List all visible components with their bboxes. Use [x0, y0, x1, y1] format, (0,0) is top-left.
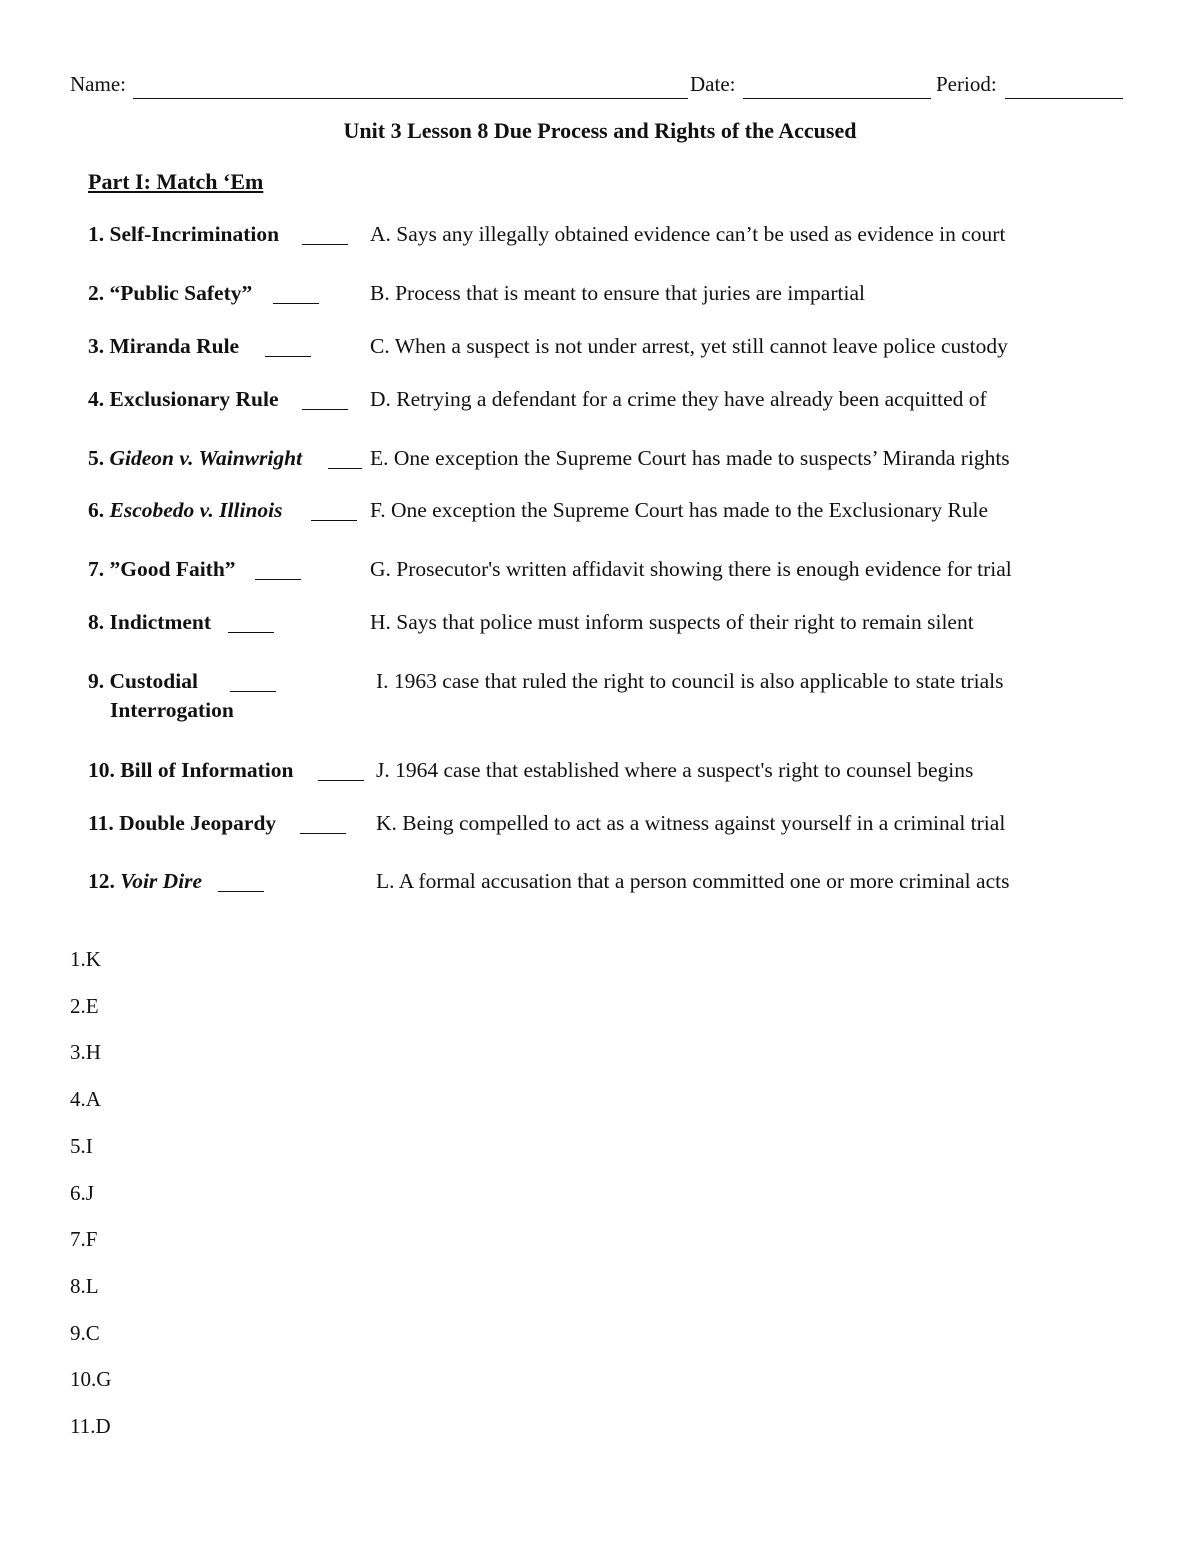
answer-blank[interactable]	[318, 780, 364, 781]
definition-text: A. Says any illegally obtained evidence can’t be used as evidence in court	[370, 222, 1006, 246]
header	[70, 72, 1125, 104]
definition-text: H. Says that police must inform suspects of their right to remain silent	[370, 610, 974, 634]
page-title: Unit 3 Lesson 8 Due Process and Rights of the Accused	[343, 118, 857, 143]
answer-item: 6.J	[70, 1180, 94, 1205]
date-field[interactable]	[743, 98, 931, 99]
term-label	[88, 281, 252, 306]
answer-item: 3.H	[70, 1040, 101, 1065]
term-text: Gideon v. Wainwright	[109, 446, 303, 470]
term-number: 3.	[88, 334, 110, 358]
term-number: 4.	[88, 387, 110, 411]
answer-blank[interactable]	[302, 244, 348, 245]
term-label	[88, 758, 293, 783]
answer-item: 5.I	[70, 1133, 93, 1158]
term-text: Exclusionary Rule	[109, 387, 279, 411]
date-label: Date:	[690, 72, 736, 96]
term-text: Self-Incrimination	[109, 222, 280, 246]
period-label: Period:	[936, 72, 997, 96]
term-text: Escobedo v. Illinois	[109, 498, 283, 522]
term-number: 2.	[88, 281, 110, 305]
term-text-line2: Interrogation	[110, 698, 234, 722]
term-number: 7.	[88, 557, 110, 581]
term-label	[88, 811, 276, 836]
answer-item: 1.K	[70, 947, 101, 971]
term-label	[88, 610, 211, 635]
term-label	[88, 387, 279, 412]
term-text: Miranda Rule	[109, 334, 240, 358]
term-number: 9.	[88, 669, 110, 693]
answer-blank[interactable]	[311, 520, 357, 521]
term-number: 12.	[88, 869, 121, 893]
definition-text: F. One exception the Supreme Court has made to the Exclusionary Rule	[370, 498, 989, 522]
term-text: ”Good Faith”	[109, 557, 236, 581]
term-number: 1.	[88, 222, 110, 246]
answer-blank[interactable]	[273, 303, 319, 304]
answer-item: 9.C	[70, 1320, 100, 1345]
term-label	[88, 446, 302, 471]
term-text: Voir Dire	[120, 869, 203, 893]
term-number: 5.	[88, 446, 110, 470]
term-number: 10.	[88, 758, 121, 782]
answer-item: 2.E	[70, 993, 99, 1018]
term-text: Indictment	[109, 610, 212, 634]
definition-text: K. Being compelled to act as a witness against yourself in a criminal trial	[376, 811, 1006, 835]
term-label	[88, 669, 234, 723]
answer-item: 4.A	[70, 1087, 101, 1112]
answer-blank[interactable]	[300, 833, 346, 834]
answer-blank[interactable]	[265, 356, 311, 357]
answer-blank[interactable]	[255, 579, 301, 580]
answer-item: 10.G	[70, 1367, 112, 1392]
definition-text: C. When a suspect is not under arrest, yet still cannot leave police custody	[370, 334, 1008, 358]
name-label: Name:	[70, 72, 126, 96]
definition-text: J. 1964 case that established where a suspect's right to counsel begins	[376, 758, 974, 782]
term-text: Double Jeopardy	[119, 811, 277, 835]
answer-blank[interactable]	[230, 691, 276, 692]
term-text: Custodial	[109, 669, 198, 693]
name-field[interactable]	[133, 98, 688, 99]
definition-text: L. A formal accusation that a person committed one or more criminal acts	[376, 869, 1010, 893]
part-heading: Part I: Match ‘Em	[88, 169, 264, 194]
term-label	[88, 334, 239, 359]
definition-text: D. Retrying a defendant for a crime they have already been acquitted of	[370, 387, 987, 411]
term-number: 6.	[88, 498, 110, 522]
term-text: “Public Safety”	[109, 281, 253, 305]
answer-blank[interactable]	[218, 891, 264, 892]
definition-text: G. Prosecutor's written affidavit showing there is enough evidence for trial	[370, 557, 1012, 581]
answer-item: 7.F	[70, 1227, 98, 1252]
term-number: 11.	[88, 811, 120, 835]
answer-blank[interactable]	[228, 632, 274, 633]
term-label	[88, 222, 279, 247]
definition-text: B. Process that is meant to ensure that juries are impartial	[370, 281, 865, 305]
term-text: Bill of Information	[120, 758, 294, 782]
term-label	[88, 498, 283, 523]
answer-item: 11.D	[70, 1414, 111, 1438]
term-number: 8.	[88, 610, 110, 634]
definition-text: E. One exception the Supreme Court has made to suspects’ Miranda rights	[370, 446, 1010, 470]
answer-blank[interactable]	[328, 468, 362, 469]
definition-text: I. 1963 case that ruled the right to council is also applicable to state trials	[376, 669, 1004, 693]
period-field[interactable]	[1005, 98, 1123, 99]
term-label	[88, 869, 202, 894]
answer-item: 8.L	[70, 1273, 99, 1298]
answer-blank[interactable]	[302, 409, 348, 410]
term-label	[88, 557, 236, 582]
